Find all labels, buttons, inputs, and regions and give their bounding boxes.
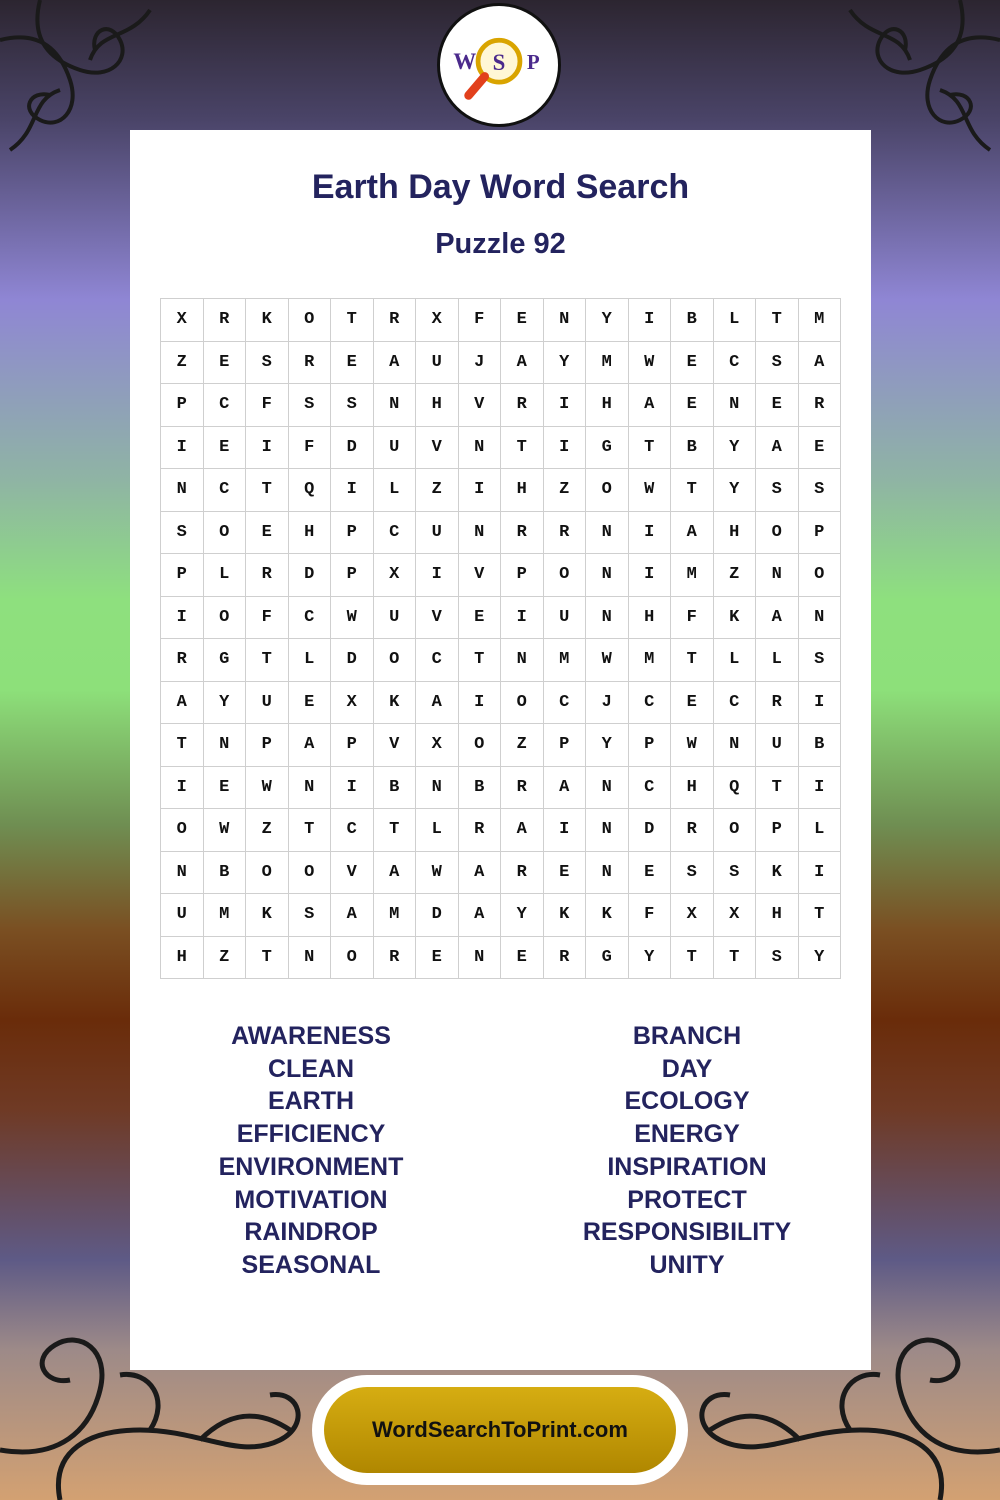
grid-cell[interactable]: O bbox=[331, 937, 374, 980]
grid-cell[interactable]: I bbox=[331, 767, 374, 810]
grid-cell[interactable]: N bbox=[586, 554, 629, 597]
grid-cell[interactable]: N bbox=[756, 554, 799, 597]
grid-cell[interactable]: T bbox=[246, 639, 289, 682]
grid-cell[interactable]: H bbox=[629, 597, 672, 640]
grid-cell[interactable]: K bbox=[246, 894, 289, 937]
grid-cell[interactable]: D bbox=[629, 809, 672, 852]
grid-cell[interactable]: N bbox=[586, 852, 629, 895]
grid-cell[interactable]: I bbox=[246, 427, 289, 470]
grid-cell[interactable]: E bbox=[671, 384, 714, 427]
grid-cell[interactable]: R bbox=[501, 767, 544, 810]
grid-cell[interactable]: N bbox=[289, 767, 332, 810]
grid-cell[interactable]: I bbox=[331, 469, 374, 512]
grid-cell[interactable]: Z bbox=[501, 724, 544, 767]
grid-cell[interactable]: I bbox=[459, 469, 502, 512]
word-list-item: ENVIRONMENT bbox=[218, 1152, 404, 1181]
grid-cell[interactable]: N bbox=[586, 809, 629, 852]
grid-cell[interactable]: M bbox=[671, 554, 714, 597]
grid-cell[interactable]: S bbox=[161, 512, 204, 555]
grid-cell[interactable]: A bbox=[629, 384, 672, 427]
grid-cell[interactable]: E bbox=[246, 512, 289, 555]
website-badge-inner[interactable] bbox=[324, 1387, 676, 1473]
grid-cell[interactable]: E bbox=[799, 427, 842, 470]
grid-cell[interactable]: A bbox=[501, 809, 544, 852]
grid-cell[interactable]: C bbox=[374, 512, 417, 555]
grid-cell[interactable]: A bbox=[416, 682, 459, 725]
grid-cell[interactable]: K bbox=[374, 682, 417, 725]
grid-cell[interactable]: C bbox=[629, 682, 672, 725]
grid-cell[interactable]: L bbox=[204, 554, 247, 597]
word-list-item: EARTH bbox=[267, 1087, 355, 1116]
grid-cell[interactable]: E bbox=[459, 597, 502, 640]
grid-cell[interactable]: I bbox=[161, 597, 204, 640]
grid-cell[interactable]: R bbox=[544, 937, 587, 980]
grid-cell[interactable]: P bbox=[246, 724, 289, 767]
grid-cell[interactable]: F bbox=[459, 299, 502, 342]
grid-cell[interactable]: D bbox=[331, 427, 374, 470]
grid-cell[interactable]: L bbox=[714, 299, 757, 342]
grid-cell[interactable]: E bbox=[501, 937, 544, 980]
grid-cell[interactable]: N bbox=[714, 724, 757, 767]
grid-cell[interactable]: F bbox=[246, 384, 289, 427]
grid-cell[interactable]: H bbox=[671, 767, 714, 810]
grid-cell[interactable]: A bbox=[289, 724, 332, 767]
grid-cell[interactable]: Y bbox=[714, 469, 757, 512]
grid-cell[interactable]: Z bbox=[544, 469, 587, 512]
grid-cell[interactable]: B bbox=[459, 767, 502, 810]
grid-cell[interactable]: O bbox=[161, 809, 204, 852]
grid-cell[interactable]: O bbox=[714, 809, 757, 852]
grid-cell[interactable]: E bbox=[331, 342, 374, 385]
grid-cell[interactable]: R bbox=[161, 639, 204, 682]
grid-cell[interactable]: R bbox=[501, 852, 544, 895]
word-list-item: SEASONAL bbox=[241, 1250, 381, 1279]
grid-cell[interactable]: T bbox=[714, 937, 757, 980]
grid-cell[interactable]: E bbox=[629, 852, 672, 895]
grid-cell[interactable]: M bbox=[629, 639, 672, 682]
grid-cell[interactable]: U bbox=[374, 427, 417, 470]
grid-cell[interactable]: K bbox=[756, 852, 799, 895]
word-list-left bbox=[126, 1020, 496, 1282]
grid-cell[interactable]: V bbox=[459, 554, 502, 597]
grid-cell[interactable]: O bbox=[246, 852, 289, 895]
grid-cell[interactable]: O bbox=[586, 469, 629, 512]
grid-cell[interactable]: Y bbox=[586, 299, 629, 342]
grid-cell[interactable]: R bbox=[246, 554, 289, 597]
grid-cell[interactable]: N bbox=[714, 384, 757, 427]
grid-cell[interactable]: I bbox=[416, 554, 459, 597]
grid-cell[interactable]: A bbox=[756, 597, 799, 640]
grid-cell[interactable]: T bbox=[246, 937, 289, 980]
grid-cell[interactable]: N bbox=[586, 512, 629, 555]
grid-cell[interactable]: N bbox=[161, 469, 204, 512]
grid-cell[interactable]: P bbox=[799, 512, 842, 555]
grid-cell[interactable]: A bbox=[331, 894, 374, 937]
grid-cell[interactable]: T bbox=[161, 724, 204, 767]
word-list-item: PROTECT bbox=[627, 1185, 747, 1214]
grid-cell[interactable]: W bbox=[331, 597, 374, 640]
grid-cell[interactable]: T bbox=[671, 937, 714, 980]
grid-cell[interactable]: P bbox=[331, 724, 374, 767]
grid-cell[interactable]: E bbox=[204, 342, 247, 385]
grid-cell[interactable]: X bbox=[374, 554, 417, 597]
grid-cell[interactable]: L bbox=[799, 809, 842, 852]
grid-cell[interactable]: P bbox=[161, 554, 204, 597]
word-list-item: DAY bbox=[661, 1054, 713, 1083]
grid-cell[interactable]: Z bbox=[246, 809, 289, 852]
grid-cell[interactable]: X bbox=[671, 894, 714, 937]
grid-cell[interactable]: B bbox=[799, 724, 842, 767]
grid-cell[interactable]: B bbox=[671, 299, 714, 342]
grid-cell[interactable]: N bbox=[586, 767, 629, 810]
grid-cell[interactable]: Y bbox=[204, 682, 247, 725]
word-list-item: ENERGY bbox=[634, 1120, 740, 1149]
grid-cell[interactable]: T bbox=[246, 469, 289, 512]
word-list-item: BRANCH bbox=[632, 1022, 742, 1050]
grid-cell[interactable]: N bbox=[459, 937, 502, 980]
grid-cell[interactable]: U bbox=[756, 724, 799, 767]
grid-cell[interactable]: D bbox=[416, 894, 459, 937]
grid-cell[interactable]: T bbox=[629, 427, 672, 470]
grid-cell[interactable]: G bbox=[586, 937, 629, 980]
grid-cell[interactable]: V bbox=[416, 427, 459, 470]
grid-cell[interactable]: C bbox=[629, 767, 672, 810]
grid-cell[interactable]: I bbox=[799, 852, 842, 895]
grid-cell[interactable]: S bbox=[756, 469, 799, 512]
grid-cell[interactable]: H bbox=[161, 937, 204, 980]
grid-cell[interactable]: D bbox=[331, 639, 374, 682]
puzzle-card bbox=[130, 130, 871, 1370]
grid-cell[interactable]: I bbox=[161, 427, 204, 470]
grid-cell[interactable]: O bbox=[204, 512, 247, 555]
grid-cell[interactable]: U bbox=[416, 342, 459, 385]
grid-cell[interactable]: N bbox=[459, 427, 502, 470]
grid-cell[interactable]: Y bbox=[714, 427, 757, 470]
grid-cell[interactable]: I bbox=[544, 809, 587, 852]
grid-cell[interactable]: I bbox=[629, 554, 672, 597]
grid-cell[interactable]: W bbox=[629, 342, 672, 385]
word-list-item: ECOLOGY bbox=[624, 1087, 750, 1116]
grid-cell[interactable]: B bbox=[671, 427, 714, 470]
grid-cell[interactable]: I bbox=[544, 427, 587, 470]
grid-cell[interactable]: N bbox=[161, 852, 204, 895]
grid-cell[interactable]: A bbox=[799, 342, 842, 385]
grid-cell[interactable]: T bbox=[756, 767, 799, 810]
grid-cell[interactable]: C bbox=[544, 682, 587, 725]
grid-cell[interactable]: B bbox=[374, 767, 417, 810]
grid-cell[interactable]: I bbox=[629, 512, 672, 555]
grid-cell[interactable]: A bbox=[501, 342, 544, 385]
grid-cell[interactable]: P bbox=[161, 384, 204, 427]
grid-cell[interactable]: P bbox=[501, 554, 544, 597]
grid-cell[interactable]: A bbox=[671, 512, 714, 555]
grid-cell[interactable]: Y bbox=[544, 342, 587, 385]
logo-letter: P bbox=[526, 49, 540, 74]
grid-cell[interactable]: M bbox=[586, 342, 629, 385]
grid-cell[interactable]: D bbox=[289, 554, 332, 597]
grid-cell[interactable]: A bbox=[544, 767, 587, 810]
grid-cell[interactable]: C bbox=[204, 469, 247, 512]
grid-cell[interactable]: E bbox=[416, 937, 459, 980]
grid-cell[interactable]: C bbox=[289, 597, 332, 640]
grid-cell[interactable]: O bbox=[374, 639, 417, 682]
logo-letter: W bbox=[453, 48, 477, 74]
grid-cell[interactable]: O bbox=[204, 597, 247, 640]
grid-cell[interactable]: E bbox=[501, 299, 544, 342]
grid-cell[interactable]: K bbox=[544, 894, 587, 937]
puzzle-title: Earth Day Word Search bbox=[311, 168, 690, 206]
grid-cell[interactable]: L bbox=[289, 639, 332, 682]
grid-cell[interactable]: H bbox=[501, 469, 544, 512]
word-list-item: MOTIVATION bbox=[234, 1185, 388, 1214]
grid-cell[interactable]: E bbox=[204, 427, 247, 470]
grid-cell[interactable]: P bbox=[331, 512, 374, 555]
website-link[interactable]: WordSearchToPrint.com bbox=[372, 1417, 628, 1442]
grid-cell[interactable]: A bbox=[374, 342, 417, 385]
grid-cell[interactable]: U bbox=[246, 682, 289, 725]
grid-cell[interactable]: W bbox=[416, 852, 459, 895]
grid-cell[interactable]: R bbox=[756, 682, 799, 725]
grid-cell[interactable]: O bbox=[289, 299, 332, 342]
grid-cell[interactable]: X bbox=[331, 682, 374, 725]
grid-cell[interactable]: H bbox=[756, 894, 799, 937]
grid-cell[interactable]: Y bbox=[586, 724, 629, 767]
wsp-logo bbox=[437, 3, 561, 127]
grid-cell[interactable]: T bbox=[671, 469, 714, 512]
grid-cell[interactable]: Z bbox=[161, 342, 204, 385]
grid-cell[interactable]: R bbox=[289, 342, 332, 385]
grid-cell[interactable]: O bbox=[544, 554, 587, 597]
grid-cell[interactable]: H bbox=[714, 512, 757, 555]
word-list-item: RESPONSIBILITY bbox=[582, 1218, 792, 1247]
grid-cell[interactable]: I bbox=[161, 767, 204, 810]
grid-cell[interactable]: R bbox=[544, 512, 587, 555]
puzzle-number: Puzzle 92 bbox=[435, 228, 566, 260]
grid-cell[interactable]: N bbox=[544, 299, 587, 342]
grid-cell[interactable]: C bbox=[714, 682, 757, 725]
grid-cell[interactable]: G bbox=[204, 639, 247, 682]
grid-cell[interactable]: K bbox=[586, 894, 629, 937]
grid-cell[interactable]: O bbox=[289, 852, 332, 895]
grid-cell[interactable]: S bbox=[289, 384, 332, 427]
grid-cell[interactable]: N bbox=[799, 597, 842, 640]
grid-cell[interactable]: M bbox=[374, 894, 417, 937]
grid-cell[interactable]: T bbox=[671, 639, 714, 682]
grid-cell[interactable]: S bbox=[246, 342, 289, 385]
grid-cell[interactable]: T bbox=[374, 809, 417, 852]
grid-cell[interactable]: N bbox=[204, 724, 247, 767]
grid-cell[interactable]: S bbox=[289, 894, 332, 937]
letter-grid[interactable] bbox=[160, 298, 841, 979]
grid-cell[interactable]: C bbox=[331, 809, 374, 852]
grid-cell[interactable]: O bbox=[756, 512, 799, 555]
grid-cell[interactable]: S bbox=[671, 852, 714, 895]
grid-cell[interactable]: S bbox=[756, 937, 799, 980]
grid-cell[interactable]: U bbox=[416, 512, 459, 555]
grid-cell[interactable]: T bbox=[756, 299, 799, 342]
grid-cell[interactable]: T bbox=[331, 299, 374, 342]
grid-cell[interactable]: U bbox=[161, 894, 204, 937]
logo-letter: S bbox=[492, 49, 506, 75]
word-list-item: EFFICIENCY bbox=[236, 1120, 386, 1149]
grid-cell[interactable]: T bbox=[501, 427, 544, 470]
grid-cell[interactable]: S bbox=[799, 469, 842, 512]
grid-cell[interactable]: E bbox=[204, 767, 247, 810]
grid-cell[interactable]: E bbox=[671, 342, 714, 385]
grid-cell[interactable]: O bbox=[501, 682, 544, 725]
grid-cell[interactable]: O bbox=[459, 724, 502, 767]
grid-cell[interactable]: V bbox=[459, 384, 502, 427]
grid-cell[interactable]: M bbox=[544, 639, 587, 682]
grid-cell[interactable]: X bbox=[416, 724, 459, 767]
grid-cell[interactable]: S bbox=[331, 384, 374, 427]
grid-cell[interactable]: L bbox=[374, 469, 417, 512]
grid-cell[interactable]: I bbox=[629, 299, 672, 342]
grid-cell[interactable]: P bbox=[629, 724, 672, 767]
grid-cell[interactable]: E bbox=[544, 852, 587, 895]
grid-cell[interactable]: Z bbox=[416, 469, 459, 512]
grid-cell[interactable]: T bbox=[289, 809, 332, 852]
grid-cell[interactable]: N bbox=[459, 512, 502, 555]
grid-cell[interactable]: W bbox=[671, 724, 714, 767]
grid-cell[interactable]: N bbox=[501, 639, 544, 682]
word-list-item: AWARENESS bbox=[231, 1022, 391, 1050]
grid-cell[interactable]: U bbox=[544, 597, 587, 640]
grid-cell[interactable]: R bbox=[204, 299, 247, 342]
grid-cell[interactable]: Q bbox=[289, 469, 332, 512]
grid-cell[interactable]: N bbox=[586, 597, 629, 640]
grid-cell[interactable]: A bbox=[374, 852, 417, 895]
grid-cell[interactable]: J bbox=[586, 682, 629, 725]
grid-cell[interactable]: U bbox=[374, 597, 417, 640]
grid-cell[interactable]: N bbox=[416, 767, 459, 810]
grid-cell[interactable]: Y bbox=[501, 894, 544, 937]
grid-cell[interactable]: F bbox=[289, 427, 332, 470]
grid-cell[interactable]: E bbox=[756, 384, 799, 427]
word-list-item: UNITY bbox=[649, 1250, 725, 1279]
grid-cell[interactable]: O bbox=[799, 554, 842, 597]
grid-cell[interactable]: C bbox=[204, 384, 247, 427]
grid-cell[interactable]: P bbox=[331, 554, 374, 597]
grid-cell[interactable]: T bbox=[799, 894, 842, 937]
grid-cell[interactable]: R bbox=[374, 937, 417, 980]
grid-cell[interactable]: Y bbox=[799, 937, 842, 980]
word-list-item: CLEAN bbox=[267, 1054, 355, 1083]
grid-cell[interactable]: A bbox=[459, 852, 502, 895]
grid-cell[interactable]: N bbox=[289, 937, 332, 980]
grid-cell[interactable]: L bbox=[756, 639, 799, 682]
grid-cell[interactable]: F bbox=[629, 894, 672, 937]
grid-cell[interactable]: X bbox=[416, 299, 459, 342]
grid-cell[interactable]: V bbox=[416, 597, 459, 640]
grid-cell[interactable]: Z bbox=[204, 937, 247, 980]
grid-cell[interactable]: I bbox=[544, 384, 587, 427]
grid-cell[interactable]: V bbox=[331, 852, 374, 895]
grid-cell[interactable]: V bbox=[374, 724, 417, 767]
grid-cell[interactable]: W bbox=[586, 639, 629, 682]
grid-cell[interactable]: E bbox=[289, 682, 332, 725]
grid-cell[interactable]: R bbox=[459, 809, 502, 852]
grid-cell[interactable]: I bbox=[501, 597, 544, 640]
word-list-right bbox=[502, 1020, 872, 1282]
grid-cell[interactable]: N bbox=[374, 384, 417, 427]
grid-cell[interactable]: C bbox=[416, 639, 459, 682]
grid-cell[interactable]: S bbox=[799, 639, 842, 682]
grid-cell[interactable]: M bbox=[799, 299, 842, 342]
grid-cell[interactable]: W bbox=[204, 809, 247, 852]
grid-cell[interactable]: L bbox=[714, 639, 757, 682]
grid-cell[interactable]: R bbox=[501, 384, 544, 427]
grid-cell[interactable]: C bbox=[714, 342, 757, 385]
grid-cell[interactable]: A bbox=[161, 682, 204, 725]
grid-cell[interactable]: M bbox=[204, 894, 247, 937]
grid-cell[interactable]: H bbox=[416, 384, 459, 427]
grid-cell[interactable]: P bbox=[544, 724, 587, 767]
grid-cell[interactable]: J bbox=[459, 342, 502, 385]
grid-cell[interactable]: R bbox=[374, 299, 417, 342]
grid-cell[interactable]: A bbox=[459, 894, 502, 937]
grid-cell[interactable]: G bbox=[586, 427, 629, 470]
grid-cell[interactable]: Z bbox=[714, 554, 757, 597]
grid-cell[interactable]: X bbox=[161, 299, 204, 342]
grid-cell[interactable]: R bbox=[799, 384, 842, 427]
grid-cell[interactable]: B bbox=[204, 852, 247, 895]
grid-cell[interactable]: K bbox=[246, 299, 289, 342]
grid-cell[interactable]: F bbox=[246, 597, 289, 640]
grid-cell[interactable]: I bbox=[799, 682, 842, 725]
grid-cell[interactable]: Y bbox=[629, 937, 672, 980]
grid-cell[interactable]: H bbox=[586, 384, 629, 427]
grid-cell[interactable]: I bbox=[459, 682, 502, 725]
grid-cell[interactable]: W bbox=[629, 469, 672, 512]
grid-cell[interactable]: R bbox=[501, 512, 544, 555]
word-list-item: INSPIRATION bbox=[607, 1152, 767, 1181]
grid-cell[interactable]: S bbox=[756, 342, 799, 385]
grid-cell[interactable]: F bbox=[671, 597, 714, 640]
word-list-item: RAINDROP bbox=[244, 1218, 378, 1247]
website-badge[interactable] bbox=[312, 1375, 688, 1485]
grid-cell[interactable]: H bbox=[289, 512, 332, 555]
grid-cell[interactable]: X bbox=[714, 894, 757, 937]
grid-cell[interactable]: Q bbox=[714, 767, 757, 810]
grid-cell[interactable]: R bbox=[671, 809, 714, 852]
grid-cell[interactable]: A bbox=[756, 427, 799, 470]
grid-cell[interactable]: S bbox=[714, 852, 757, 895]
grid-cell[interactable]: L bbox=[416, 809, 459, 852]
grid-cell[interactable]: T bbox=[459, 639, 502, 682]
grid-cell[interactable]: E bbox=[671, 682, 714, 725]
grid-cell[interactable]: K bbox=[714, 597, 757, 640]
grid-cell[interactable]: P bbox=[756, 809, 799, 852]
grid-cell[interactable]: I bbox=[799, 767, 842, 810]
grid-cell[interactable]: W bbox=[246, 767, 289, 810]
magnifier-icon bbox=[440, 6, 558, 124]
